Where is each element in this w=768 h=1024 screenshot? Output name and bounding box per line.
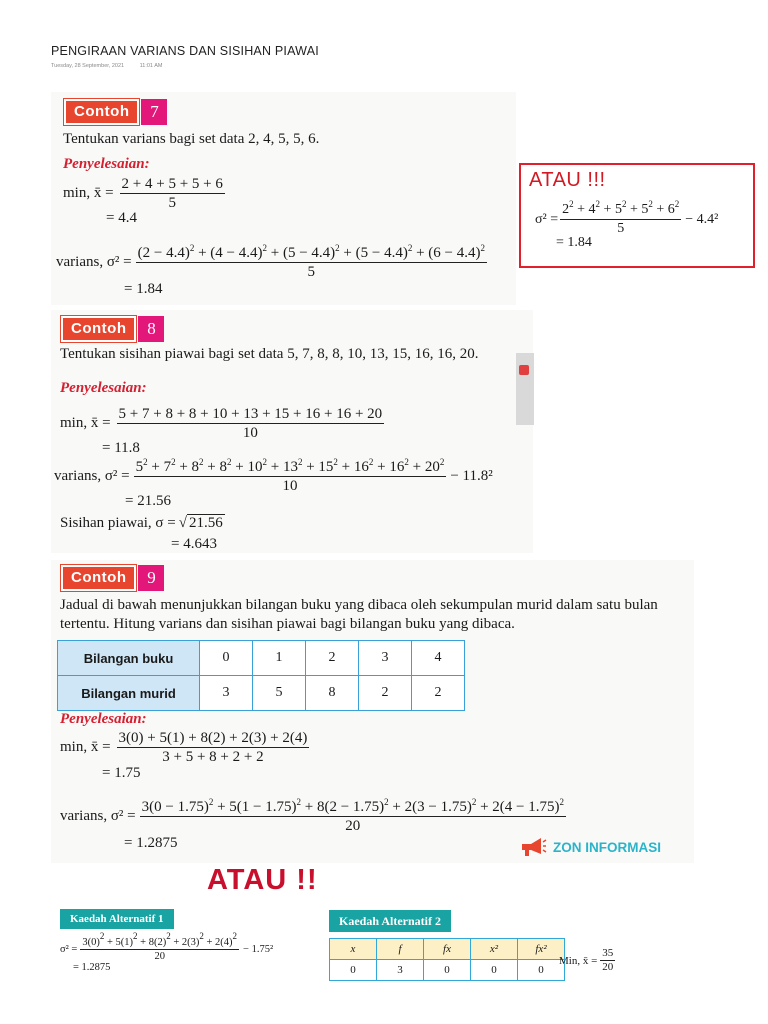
table-row [58, 676, 465, 711]
mean-fraction [117, 729, 310, 766]
alternative-variance-denominator: 5 [617, 221, 625, 236]
alt2-mean-numerator: 35 [602, 947, 614, 959]
variance-denominator: 5 [307, 264, 316, 280]
zon-informasi-label: ZON INFORMASI [553, 839, 661, 855]
example-8-std-dev-result: = 4.643 [171, 536, 217, 552]
example-8-badge [61, 316, 164, 342]
variance-fraction [134, 458, 447, 495]
alt1-variance-denominator: 20 [154, 951, 165, 962]
mean-numerator: 3(0) + 5(1) + 8(2) + 2(3) + 2(4) [118, 730, 308, 746]
megaphone-icon [519, 836, 547, 858]
table-header: f [377, 939, 424, 960]
table-row [330, 960, 565, 981]
example-7-solution-label: Penyelesaian: [63, 156, 150, 172]
variance-label: varians, σ² = [54, 468, 130, 484]
alternative-method-2-title: Kaedah Alternatif 2 [329, 910, 451, 932]
table-row [58, 641, 465, 676]
variance-denominator: 20 [345, 818, 361, 834]
alternative-method-2-mean [559, 947, 615, 974]
table-cell: 3 [359, 641, 412, 676]
table-cell: 2 [359, 676, 412, 711]
example-7-mean [63, 175, 225, 212]
alternative-variance-label: σ² = [535, 211, 559, 227]
table-header: fx [424, 939, 471, 960]
alternative-variance-fraction [560, 201, 681, 238]
example-7-question: Tentukan varians bagi set data 2, 4, 5, 5, 6. [63, 131, 320, 147]
example-9-variance [60, 798, 566, 835]
mean-label: min, x̄ = [63, 185, 114, 201]
mean-denominator: 10 [242, 425, 258, 441]
frequency-table [329, 938, 565, 981]
table-cell: 0 [330, 960, 377, 981]
example-badge-number: 8 [138, 316, 164, 342]
example-8-solution-label: Penyelesaian: [60, 380, 147, 396]
alternative-method-1-title: Kaedah Alternatif 1 [60, 909, 174, 929]
example-9-mean-result: = 1.75 [102, 765, 141, 781]
example-7-variance-result: = 1.84 [124, 281, 163, 297]
alternative-variance-numerator: $2^2 + 4^2 + 5^2 + 5^2 + 6^2$ [560, 201, 681, 220]
example-9-badge [61, 565, 164, 591]
variance-label: varians, σ² = [60, 808, 136, 824]
alt2-mean-denominator: 20 [602, 961, 614, 973]
example-9-mean [60, 729, 309, 766]
example-7-badge [64, 99, 167, 125]
table-header: x² [471, 939, 518, 960]
variance-fraction [140, 798, 566, 835]
example-badge-number: 7 [141, 99, 167, 125]
example-7-variance [56, 244, 487, 281]
variance-numerator: $5^2 + 7^2 + 8^2 + 8^2 + 10^2 + 13^2 + 15^2 + 16^2 + 16^2 + 20^2$ [135, 457, 445, 475]
mean-numerator: 2 + 4 + 5 + 5 + 6 [121, 176, 223, 192]
mean-fraction [120, 175, 225, 212]
alternative-box-title: ATAU !!! [529, 169, 606, 191]
table-header: fx² [518, 939, 565, 960]
table-cell: 5 [253, 676, 306, 711]
alternative-heading: ATAU !! [207, 864, 318, 896]
alternative-method-1-variance [60, 931, 274, 963]
example-8-mean [60, 405, 384, 442]
mean-label: min, x̄ = [60, 739, 111, 755]
table-header-books: Bilangan buku [58, 641, 200, 676]
variance-numerator: $3(0 - 1.75)^2 + 5(1 - 1.75)^2 + 8(2 - 1.75)^2 + 2(3 - 1.75)^2 + 2(4 - 1.75)^2$ [141, 797, 564, 815]
books-table [57, 640, 465, 711]
variance-label: varians, σ² = [56, 254, 132, 270]
std-dev-radicand: 21.56 [188, 515, 223, 531]
megaphone-icon [519, 365, 529, 375]
example-8-question: Tentukan sisihan piawai bagi set data 5, 7, 8, 8, 10, 13, 15, 16, 16, 20. [60, 346, 479, 362]
example-8-variance [54, 458, 493, 495]
table-header: x [330, 939, 377, 960]
alt1-variance-label: σ² = [60, 944, 78, 955]
example-badge-label: Contoh [64, 99, 139, 125]
mean-fraction [117, 405, 385, 442]
page-time: 11:01 AM [139, 63, 163, 69]
example-9-question-line-2: tertentu. Hitung varians dan sisihan piawai bagi bilangan buku yang dibaca. [60, 616, 515, 632]
table-cell: 0 [471, 960, 518, 981]
example-8-variance-result: = 21.56 [125, 493, 171, 509]
table-cell: 8 [306, 676, 359, 711]
zon-informasi-banner [519, 832, 679, 862]
alt2-mean-fraction [600, 947, 615, 974]
alt1-variance-minus: − 1.75² [243, 944, 274, 955]
table-cell: 0 [424, 960, 471, 981]
example-8-std-dev [60, 514, 225, 532]
table-cell: 3 [377, 960, 424, 981]
page-date: Tuesday, 28 September, 2021 [51, 63, 125, 69]
page-meta [51, 63, 176, 69]
page-title: PENGIRAAN VARIANS DAN SISIHAN PIAWAI [51, 44, 319, 58]
table-cell: 2 [306, 641, 359, 676]
mean-denominator: 5 [168, 195, 176, 211]
variance-numerator: $(2 - 4.4)^2 + (4 - 4.4)^2 + (5 - 4.4)^2 + (5 - 4.4)^2 + (6 - 4.4)^2$ [137, 243, 485, 261]
table-cell: 4 [412, 641, 465, 676]
example-9-variance-result: = 1.2875 [124, 835, 178, 851]
mean-denominator: 3 + 5 + 8 + 2 + 2 [162, 749, 264, 765]
alt2-mean-label: Min, x̄ = [559, 954, 598, 967]
example-badge-number: 9 [138, 565, 164, 591]
table-header-students: Bilangan murid [58, 676, 200, 711]
alt1-variance-fraction [80, 931, 239, 963]
alternative-variance-result: = 1.84 [556, 235, 592, 250]
example-8-mean-result: = 11.8 [102, 440, 140, 456]
alternative-variance-minus: − 4.4² [685, 211, 719, 227]
side-panel-fragment [516, 353, 534, 425]
alternative-variance [535, 201, 718, 238]
example-badge-label: Contoh [61, 316, 136, 342]
example-badge-label: Contoh [61, 565, 136, 591]
example-7-mean-result: = 4.4 [106, 210, 137, 226]
variance-fraction [136, 244, 487, 281]
table-cell: 0 [200, 641, 253, 676]
sqrt-icon: √ [178, 514, 187, 531]
example-9-solution-label: Penyelesaian: [60, 711, 147, 727]
table-cell: 3 [200, 676, 253, 711]
table-cell: 2 [412, 676, 465, 711]
variance-minus: − 11.8² [450, 468, 493, 484]
table-cell: 1 [253, 641, 306, 676]
mean-numerator: 5 + 7 + 8 + 8 + 10 + 13 + 15 + 16 + 16 + 20 [118, 406, 383, 422]
table-row [330, 939, 565, 960]
variance-denominator: 10 [282, 478, 298, 494]
example-9-question-line-1: Jadual di bawah menunjukkan bilangan buku yang dibaca oleh sekumpulan murid dalam satu bulan [60, 597, 658, 613]
alternative-method-1-result: = 1.2875 [73, 962, 111, 973]
table-cell: 0 [518, 960, 565, 981]
std-dev-label: Sisihan piawai, σ = [60, 514, 176, 531]
mean-label: min, x̄ = [60, 415, 111, 431]
alt1-variance-numerator: $3(0)^2 + 5(1)^2 + 8(2)^2 + 2(3)^2 + 2(4)^2$ [82, 931, 238, 948]
alternative-box [519, 163, 755, 268]
